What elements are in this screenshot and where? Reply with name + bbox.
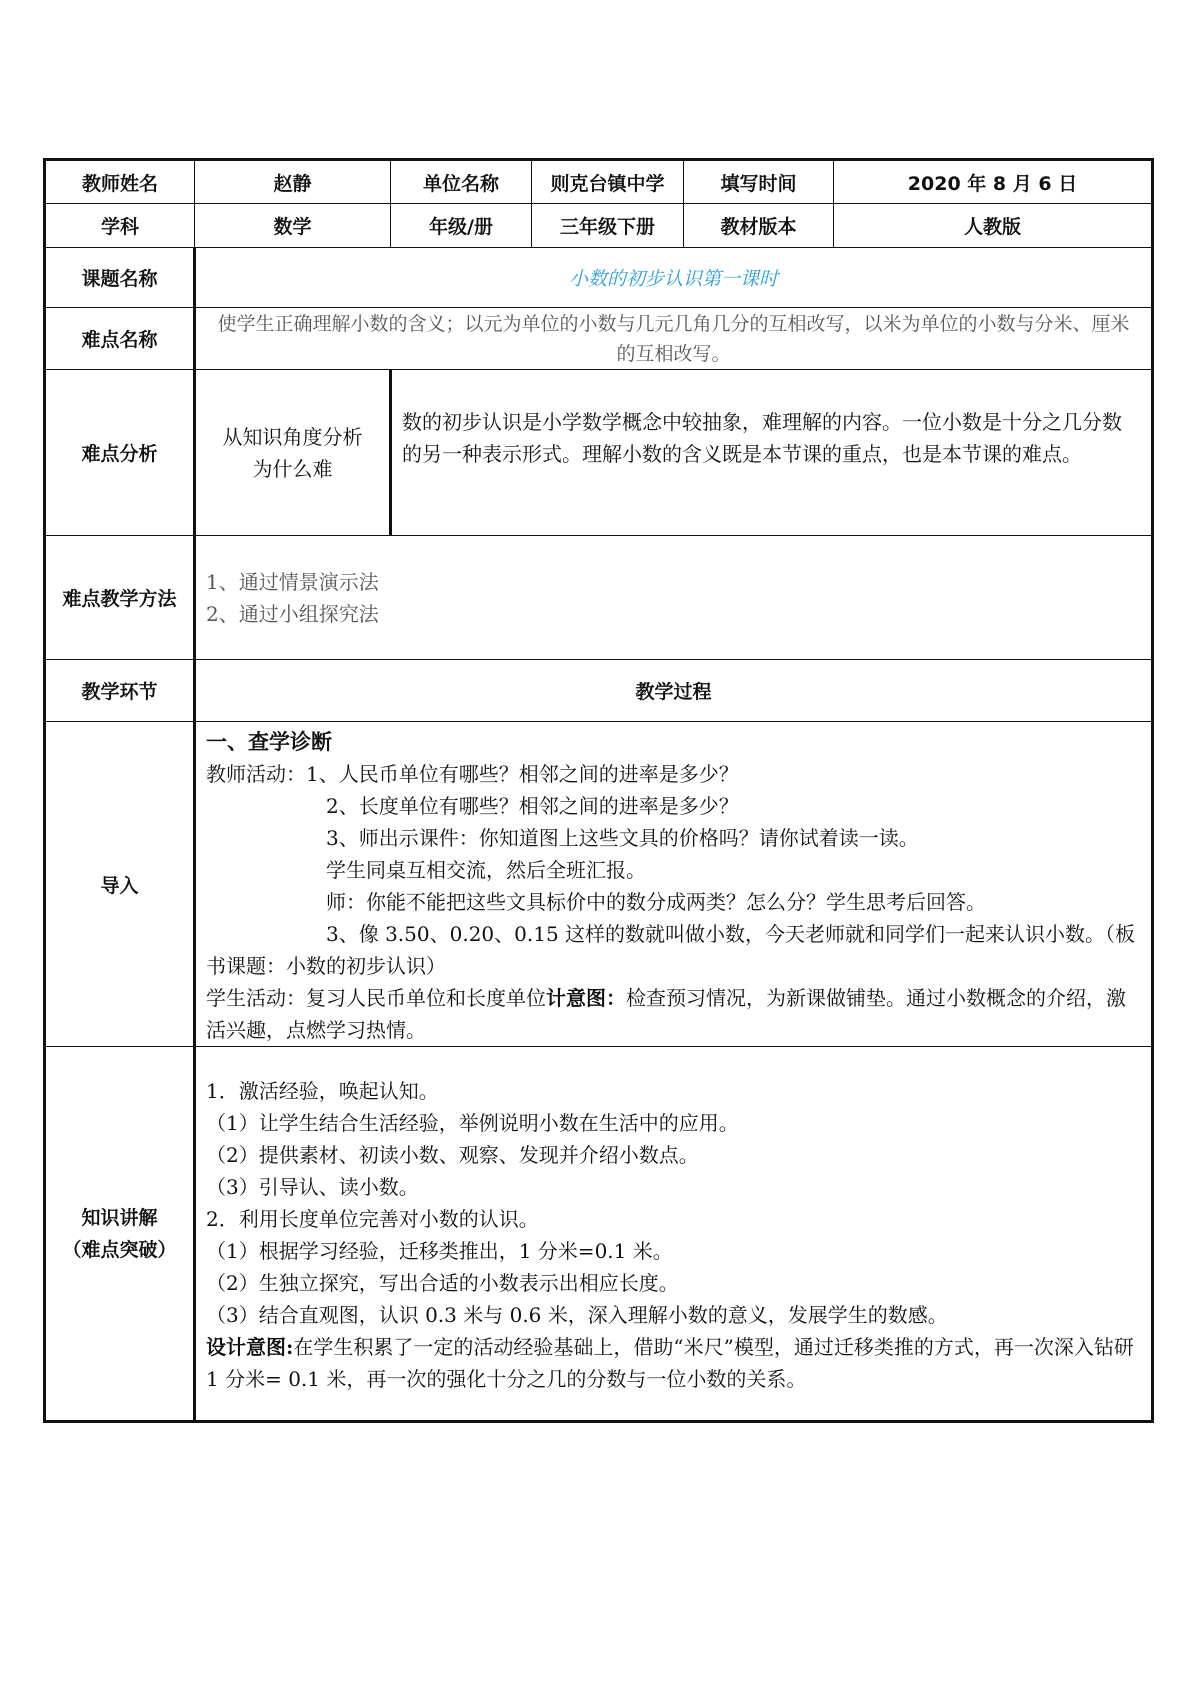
info-row-1 [45, 160, 1153, 204]
method-list [195, 536, 1153, 660]
topic-row [45, 248, 1153, 308]
topic-title: 小数的初步认识第一课时 [195, 248, 1153, 308]
knowledge-line-4: （3）引导认、读小数。 [206, 1175, 419, 1199]
intro-line-7-a: 学生活动：复习人民币单位和长度单位 [206, 986, 546, 1010]
process-header-row [45, 660, 1153, 722]
knowledge-line-3: （2）提供素材、初读小数、观察、发现并介绍小数点。 [206, 1143, 699, 1167]
knowledge-line-1: 1．激活经验，唤起认知。 [206, 1079, 439, 1103]
grade-value: 三年级下册 [532, 204, 684, 248]
intro-label: 导入 [45, 722, 195, 1047]
design-intent-label: 设计意图: [206, 1335, 294, 1359]
unit-value: 则克台镇中学 [532, 160, 684, 204]
method-item-2: 2、通过小组探究法 [206, 601, 379, 626]
method-row [45, 536, 1153, 660]
knowledge-line-6: （1）根据学习经验，迁移类推出，1 分米=0.1 米。 [206, 1239, 673, 1263]
design-intent-text: 在学生积累了一定的活动经验基础上，借助“米尺”模型，通过迁移类推的方式，再一次深入钻研 1 分米= 0.1 米，再一次的强化十分之几的分数与一位小数的关系。 [206, 1335, 1134, 1391]
date-value: 2020 年 8 月 6 日 [834, 160, 1153, 204]
intro-line-3: 3、师出示课件：你知道图上这些文具的价格吗？请你试着读一读。 [326, 826, 919, 850]
difficulty-row [45, 308, 1153, 370]
knowledge-label-2: （难点突破） [62, 1238, 177, 1261]
subject-value: 数学 [195, 204, 391, 248]
knowledge-label [45, 1047, 195, 1422]
analysis-sub-label: 从知识角度分析为什么难 [195, 370, 391, 536]
method-item-1: 1、通过情景演示法 [206, 569, 379, 594]
knowledge-line-7: （2）生独立探究，写出合适的小数表示出相应长度。 [206, 1271, 679, 1295]
intro-line-4: 学生同桌互相交流，然后全班汇报。 [326, 858, 646, 882]
grade-label: 年级/册 [391, 204, 532, 248]
knowledge-line-2: （1）让学生结合生活经验，举例说明小数在生活中的应用。 [206, 1111, 739, 1135]
topic-label: 课题名称 [45, 248, 195, 308]
knowledge-row [45, 1047, 1153, 1422]
difficulty-label: 难点名称 [45, 308, 195, 370]
knowledge-content [195, 1047, 1153, 1422]
intro-line-6: 3、像 3.50、0.20、0.15 这样的数就叫做小数，今天老师就和同学们一起来认识小数。（板书课题：小数的初步认识） [206, 922, 1136, 978]
process-header: 教学过程 [195, 660, 1153, 722]
edition-value: 人教版 [834, 204, 1153, 248]
analysis-row [45, 370, 1153, 536]
subject-label: 学科 [45, 204, 195, 248]
intro-row [45, 722, 1153, 1047]
teacher-label: 教师姓名 [45, 160, 195, 204]
intro-line-2: 2、长度单位有哪些？相邻之间的进率是多少？ [326, 794, 739, 818]
knowledge-label-1: 知识讲解 [81, 1206, 158, 1229]
difficulty-text: 使学生正确理解小数的含义；以元为单位的小数与几元几角几分的互相改写，以米为单位的小数与分米、厘米的互相改写。 [195, 308, 1153, 370]
stage-header: 教学环节 [45, 660, 195, 722]
date-label: 填写时间 [684, 160, 834, 204]
unit-label: 单位名称 [391, 160, 532, 204]
knowledge-line-8: （3）结合直观图，认识 0.3 米与 0.6 米，深入理解小数的意义，发展学生的数感。 [206, 1303, 948, 1327]
method-label: 难点教学方法 [45, 536, 195, 660]
knowledge-line-5: 2．利用长度单位完善对小数的认识。 [206, 1207, 539, 1231]
analysis-text: 数的初步认识是小学数学概念中较抽象，难理解的内容。一位小数是十分之几分数的另一种表示形式。理解小数的含义既是本节课的重点，也是本节课的难点。 [391, 370, 1153, 536]
intro-line-5: 师：你能不能把这些文具标价中的数分成两类？怎么分？学生思考后回答。 [326, 890, 986, 914]
info-row-2 [45, 204, 1153, 248]
teacher-value: 赵静 [195, 160, 391, 204]
analysis-label: 难点分析 [45, 370, 195, 536]
intro-heading: 一、查学诊断 [206, 729, 332, 754]
lesson-plan-table [43, 158, 1154, 1423]
intro-line-7-b: 计意图： [546, 986, 626, 1010]
intro-line-1: 教师活动：1、人民币单位有哪些？相邻之间的进率是多少？ [206, 762, 739, 786]
intro-content [195, 722, 1153, 1047]
edition-label: 教材版本 [684, 204, 834, 248]
intro-line-7-c: 检查预习情况，为新课做铺垫。通过小数概念的介绍，激活兴趣，点燃学习热情。 [206, 986, 1126, 1042]
design-intent [206, 1331, 1141, 1395]
intro-line-7 [206, 982, 1141, 1046]
